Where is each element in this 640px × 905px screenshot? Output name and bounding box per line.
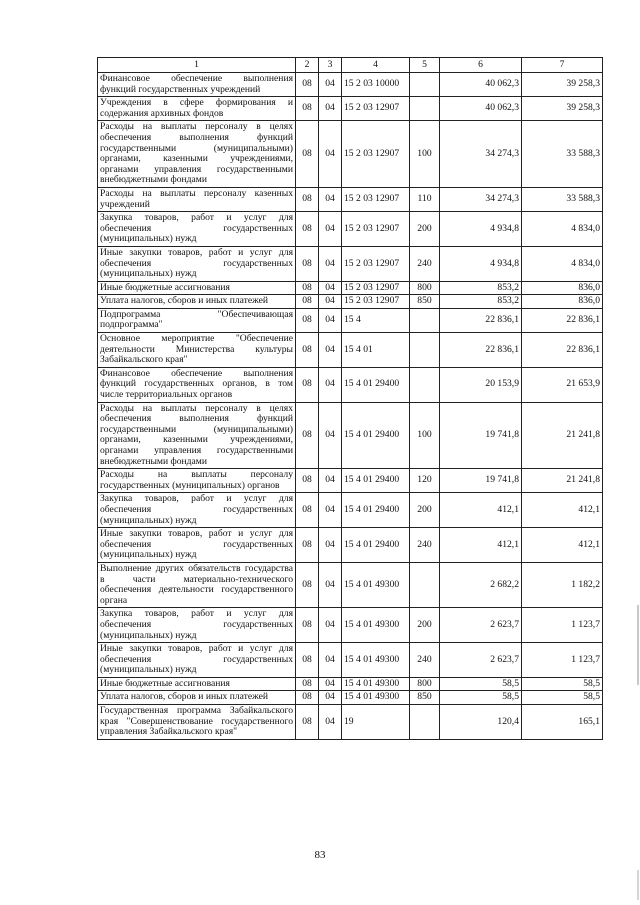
subsection-code-cell: 04 bbox=[319, 97, 342, 121]
subsection-code-cell: 04 bbox=[319, 187, 342, 211]
expense-name-cell: Закупка товаров, работ и услуг для обеспечения государственных (муниципальных) нужд bbox=[98, 212, 296, 247]
page-number: 83 bbox=[314, 849, 326, 861]
expense-name-cell: Финансовое обеспечение выполнения функций государственных учреждений bbox=[98, 73, 296, 97]
expense-type-code-cell: 100 bbox=[410, 121, 440, 188]
expense-type-code-cell: 800 bbox=[410, 281, 440, 295]
amount-col7-cell: 1 123,7 bbox=[522, 608, 603, 643]
expense-type-code-cell: 200 bbox=[410, 493, 440, 528]
amount-col7-cell: 836,0 bbox=[522, 295, 603, 309]
expense-name-cell: Расходы на выплаты персоналу казенных учреждений bbox=[98, 187, 296, 211]
amount-col7-cell: 33 588,3 bbox=[522, 121, 603, 188]
amount-col7-cell: 22 836,1 bbox=[522, 308, 603, 332]
expense-type-code-cell bbox=[410, 73, 440, 97]
amount-col7-cell: 836,0 bbox=[522, 281, 603, 295]
amount-col7-cell: 58,5 bbox=[522, 677, 603, 691]
table-row bbox=[98, 677, 603, 691]
section-code-cell: 08 bbox=[296, 121, 319, 188]
amount-col6-cell: 58,5 bbox=[440, 677, 522, 691]
table-row bbox=[98, 187, 603, 211]
expense-name-cell: Финансовое обеспечение выполнения функций государственных органов, в том числе территориальных органов bbox=[98, 367, 296, 402]
expense-type-code-cell: 800 bbox=[410, 677, 440, 691]
column-header: 6 bbox=[440, 58, 522, 73]
section-code-cell: 08 bbox=[296, 187, 319, 211]
subsection-code-cell: 04 bbox=[319, 246, 342, 281]
section-code-cell: 08 bbox=[296, 677, 319, 691]
expense-name-cell: Расходы на выплаты персоналу в целях обеспечения выполнения функций государственными (муниципальными) органами, казенными учреждениями, органами управления государственными внебюджетными фондами bbox=[98, 402, 296, 469]
amount-col7-cell: 21 241,8 bbox=[522, 469, 603, 493]
table-row bbox=[98, 97, 603, 121]
table-row bbox=[98, 643, 603, 678]
expense-name-cell: Основное мероприятие "Обеспечение деятельности Министерства культуры Забайкальского края" bbox=[98, 333, 296, 368]
amount-col7-cell: 39 258,3 bbox=[522, 73, 603, 97]
expense-type-code-cell: 100 bbox=[410, 402, 440, 469]
amount-col6-cell: 40 062,3 bbox=[440, 73, 522, 97]
amount-col6-cell: 2 623,7 bbox=[440, 643, 522, 678]
table-header-row bbox=[98, 58, 603, 73]
amount-col6-cell: 2 623,7 bbox=[440, 608, 522, 643]
table-body bbox=[98, 73, 603, 740]
table-row bbox=[98, 493, 603, 528]
amount-col6-cell: 40 062,3 bbox=[440, 97, 522, 121]
table-row bbox=[98, 402, 603, 469]
section-code-cell: 08 bbox=[296, 562, 319, 607]
amount-col6-cell: 34 274,3 bbox=[440, 187, 522, 211]
subsection-code-cell: 04 bbox=[319, 333, 342, 368]
expense-name-cell: Учреждения в сфере формирования и содержания архивных фондов bbox=[98, 97, 296, 121]
amount-col7-cell: 33 588,3 bbox=[522, 187, 603, 211]
target-item-code-cell: 15 4 bbox=[342, 308, 410, 332]
table-row bbox=[98, 73, 603, 97]
section-code-cell: 08 bbox=[296, 493, 319, 528]
amount-col6-cell: 853,2 bbox=[440, 281, 522, 295]
expense-type-code-cell: 240 bbox=[410, 643, 440, 678]
amount-col7-cell: 21 241,8 bbox=[522, 402, 603, 469]
table-row bbox=[98, 608, 603, 643]
amount-col6-cell: 853,2 bbox=[440, 295, 522, 309]
amount-col7-cell: 1 123,7 bbox=[522, 643, 603, 678]
amount-col7-cell: 412,1 bbox=[522, 493, 603, 528]
target-item-code-cell: 19 bbox=[342, 705, 410, 740]
expense-name-cell: Государственная программа Забайкальского края "Совершенствование государственного управления Забайкальского края" bbox=[98, 705, 296, 740]
expense-name-cell: Подпрограмма "Обеспечивающая подпрограмма" bbox=[98, 308, 296, 332]
expense-type-code-cell: 200 bbox=[410, 608, 440, 643]
section-code-cell: 08 bbox=[296, 333, 319, 368]
amount-col7-cell: 58,5 bbox=[522, 691, 603, 705]
target-item-code-cell: 15 2 03 12907 bbox=[342, 246, 410, 281]
target-item-code-cell: 15 2 03 12907 bbox=[342, 187, 410, 211]
expense-type-code-cell bbox=[410, 562, 440, 607]
section-code-cell: 08 bbox=[296, 402, 319, 469]
amount-col7-cell: 1 182,2 bbox=[522, 562, 603, 607]
expense-name-cell: Расходы на выплаты персоналу в целях обеспечения выполнения функций государственными (муниципальными) органами, казенными учреждениями, органами управления государственными внебюджетными фондами bbox=[98, 121, 296, 188]
section-code-cell: 08 bbox=[296, 705, 319, 740]
expense-type-code-cell: 240 bbox=[410, 528, 440, 563]
amount-col7-cell: 22 836,1 bbox=[522, 333, 603, 368]
section-code-cell: 08 bbox=[296, 367, 319, 402]
expense-type-code-cell: 850 bbox=[410, 691, 440, 705]
column-header: 5 bbox=[410, 58, 440, 73]
expense-type-code-cell: 240 bbox=[410, 246, 440, 281]
expense-name-cell: Иные бюджетные ассигнования bbox=[98, 677, 296, 691]
section-code-cell: 08 bbox=[296, 295, 319, 309]
subsection-code-cell: 04 bbox=[319, 73, 342, 97]
subsection-code-cell: 04 bbox=[319, 281, 342, 295]
target-item-code-cell: 15 4 01 49300 bbox=[342, 562, 410, 607]
amount-col7-cell: 39 258,3 bbox=[522, 97, 603, 121]
amount-col6-cell: 58,5 bbox=[440, 691, 522, 705]
column-header: 7 bbox=[522, 58, 603, 73]
expense-type-code-cell: 200 bbox=[410, 212, 440, 247]
target-item-code-cell: 15 4 01 49300 bbox=[342, 691, 410, 705]
section-code-cell: 08 bbox=[296, 212, 319, 247]
table-row bbox=[98, 469, 603, 493]
budget-table bbox=[97, 57, 603, 740]
section-code-cell: 08 bbox=[296, 97, 319, 121]
subsection-code-cell: 04 bbox=[319, 308, 342, 332]
scan-edge-mark bbox=[637, 605, 639, 685]
section-code-cell: 08 bbox=[296, 608, 319, 643]
amount-col7-cell: 4 834,0 bbox=[522, 212, 603, 247]
amount-col7-cell: 412,1 bbox=[522, 528, 603, 563]
table-row bbox=[98, 212, 603, 247]
amount-col7-cell: 165,1 bbox=[522, 705, 603, 740]
table-row bbox=[98, 121, 603, 188]
table-row bbox=[98, 528, 603, 563]
subsection-code-cell: 04 bbox=[319, 677, 342, 691]
section-code-cell: 08 bbox=[296, 73, 319, 97]
table-row bbox=[98, 705, 603, 740]
subsection-code-cell: 04 bbox=[319, 121, 342, 188]
section-code-cell: 08 bbox=[296, 528, 319, 563]
target-item-code-cell: 15 2 03 12907 bbox=[342, 295, 410, 309]
subsection-code-cell: 04 bbox=[319, 608, 342, 643]
section-code-cell: 08 bbox=[296, 246, 319, 281]
expense-name-cell: Расходы на выплаты персоналу государственных (муниципальных) органов bbox=[98, 469, 296, 493]
expense-name-cell: Иные закупки товаров, работ и услуг для обеспечения государственных (муниципальных) нужд bbox=[98, 643, 296, 678]
amount-col6-cell: 22 836,1 bbox=[440, 333, 522, 368]
amount-col6-cell: 412,1 bbox=[440, 493, 522, 528]
expense-type-code-cell: 110 bbox=[410, 187, 440, 211]
subsection-code-cell: 04 bbox=[319, 562, 342, 607]
expense-name-cell: Иные закупки товаров, работ и услуг для обеспечения государственных (муниципальных) нужд bbox=[98, 528, 296, 563]
column-header: 2 bbox=[296, 58, 319, 73]
amount-col6-cell: 22 836,1 bbox=[440, 308, 522, 332]
section-code-cell: 08 bbox=[296, 308, 319, 332]
target-item-code-cell: 15 4 01 29400 bbox=[342, 493, 410, 528]
amount-col6-cell: 19 741,8 bbox=[440, 402, 522, 469]
amount-col6-cell: 412,1 bbox=[440, 528, 522, 563]
target-item-code-cell: 15 4 01 29400 bbox=[342, 367, 410, 402]
expense-name-cell: Уплата налогов, сборов и иных платежей bbox=[98, 295, 296, 309]
section-code-cell: 08 bbox=[296, 281, 319, 295]
subsection-code-cell: 04 bbox=[319, 295, 342, 309]
target-item-code-cell: 15 2 03 10000 bbox=[342, 73, 410, 97]
table-row bbox=[98, 281, 603, 295]
expense-name-cell: Иные закупки товаров, работ и услуг для обеспечения государственных (муниципальных) нужд bbox=[98, 246, 296, 281]
amount-col6-cell: 4 934,8 bbox=[440, 246, 522, 281]
expense-type-code-cell: 120 bbox=[410, 469, 440, 493]
target-item-code-cell: 15 2 03 12907 bbox=[342, 97, 410, 121]
expense-name-cell: Закупка товаров, работ и услуг для обеспечения государственных (муниципальных) нужд bbox=[98, 493, 296, 528]
target-item-code-cell: 15 4 01 49300 bbox=[342, 608, 410, 643]
section-code-cell: 08 bbox=[296, 691, 319, 705]
expense-name-cell: Иные бюджетные ассигнования bbox=[98, 281, 296, 295]
column-header: 3 bbox=[319, 58, 342, 73]
subsection-code-cell: 04 bbox=[319, 367, 342, 402]
amount-col7-cell: 21 653,9 bbox=[522, 367, 603, 402]
subsection-code-cell: 04 bbox=[319, 691, 342, 705]
table-row bbox=[98, 295, 603, 309]
expense-type-code-cell bbox=[410, 367, 440, 402]
expense-name-cell: Уплата налогов, сборов и иных платежей bbox=[98, 691, 296, 705]
column-header: 1 bbox=[98, 58, 296, 73]
target-item-code-cell: 15 4 01 bbox=[342, 333, 410, 368]
amount-col6-cell: 120,4 bbox=[440, 705, 522, 740]
target-item-code-cell: 15 2 03 12907 bbox=[342, 212, 410, 247]
target-item-code-cell: 15 4 01 49300 bbox=[342, 677, 410, 691]
subsection-code-cell: 04 bbox=[319, 212, 342, 247]
table-row bbox=[98, 246, 603, 281]
amount-col6-cell: 34 274,3 bbox=[440, 121, 522, 188]
amount-col6-cell: 4 934,8 bbox=[440, 212, 522, 247]
target-item-code-cell: 15 4 01 29400 bbox=[342, 469, 410, 493]
subsection-code-cell: 04 bbox=[319, 705, 342, 740]
table-row bbox=[98, 367, 603, 402]
scan-edge-mark bbox=[637, 870, 639, 900]
expense-type-code-cell bbox=[410, 97, 440, 121]
expense-type-code-cell bbox=[410, 705, 440, 740]
table-row bbox=[98, 308, 603, 332]
expense-type-code-cell bbox=[410, 333, 440, 368]
expense-type-code-cell: 850 bbox=[410, 295, 440, 309]
expense-name-cell: Закупка товаров, работ и услуг для обеспечения государственных (муниципальных) нужд bbox=[98, 608, 296, 643]
expense-name-cell: Выполнение других обязательств государства в части материально-технического обеспечения деятельности государственного органа bbox=[98, 562, 296, 607]
target-item-code-cell: 15 2 03 12907 bbox=[342, 121, 410, 188]
table-row bbox=[98, 333, 603, 368]
target-item-code-cell: 15 4 01 49300 bbox=[342, 643, 410, 678]
target-item-code-cell: 15 4 01 29400 bbox=[342, 528, 410, 563]
table-row bbox=[98, 691, 603, 705]
subsection-code-cell: 04 bbox=[319, 402, 342, 469]
target-item-code-cell: 15 2 03 12907 bbox=[342, 281, 410, 295]
target-item-code-cell: 15 4 01 29400 bbox=[342, 402, 410, 469]
subsection-code-cell: 04 bbox=[319, 643, 342, 678]
expense-type-code-cell bbox=[410, 308, 440, 332]
subsection-code-cell: 04 bbox=[319, 493, 342, 528]
subsection-code-cell: 04 bbox=[319, 469, 342, 493]
table-row bbox=[98, 562, 603, 607]
amount-col6-cell: 2 682,2 bbox=[440, 562, 522, 607]
subsection-code-cell: 04 bbox=[319, 528, 342, 563]
column-header: 4 bbox=[342, 58, 410, 73]
amount-col6-cell: 19 741,8 bbox=[440, 469, 522, 493]
amount-col6-cell: 20 153,9 bbox=[440, 367, 522, 402]
amount-col7-cell: 4 834,0 bbox=[522, 246, 603, 281]
section-code-cell: 08 bbox=[296, 643, 319, 678]
section-code-cell: 08 bbox=[296, 469, 319, 493]
